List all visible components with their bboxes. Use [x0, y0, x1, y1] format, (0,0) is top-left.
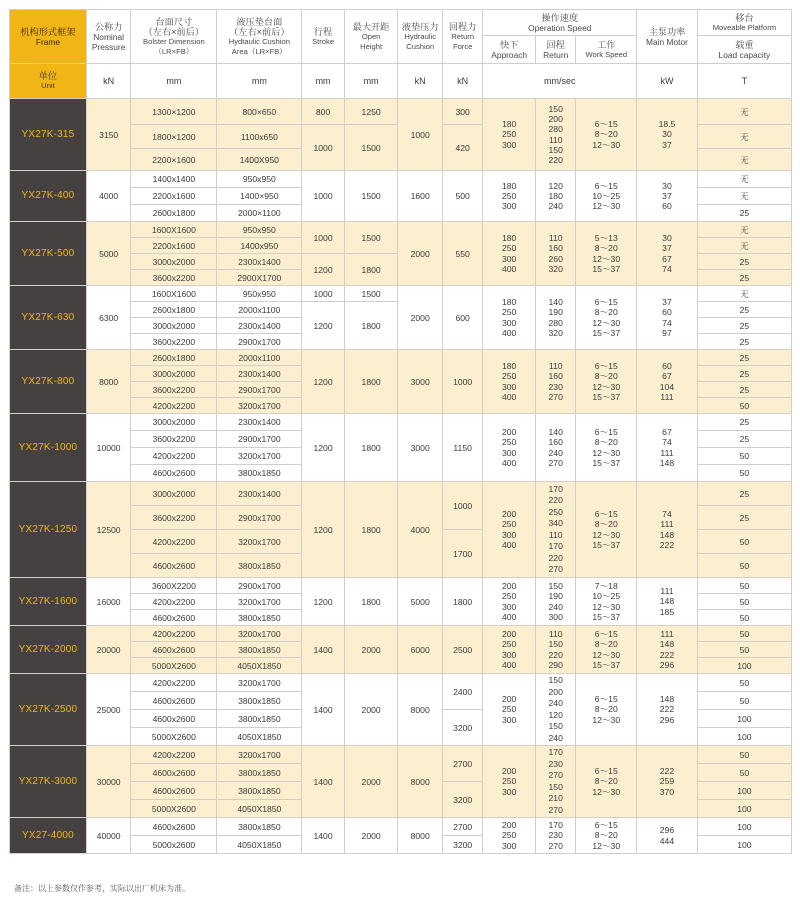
bolster-cell: 3000x2000 — [131, 482, 217, 506]
bolster-cell: 3000x2000 — [131, 318, 217, 334]
motor-cell: 111 148 222 296 — [637, 626, 698, 674]
cushion-cell: 3800x1850 — [217, 642, 302, 658]
cushion-cell: 2900x1700 — [217, 334, 302, 350]
unit-cell: mm — [302, 64, 344, 99]
stroke-cell: 1400 — [302, 626, 344, 674]
load-cell: 50 — [697, 554, 791, 578]
hydraulic-cell: 8000 — [398, 818, 443, 854]
main-motor-header: 主泵功率 Main Motor — [637, 10, 698, 64]
approach-cell: 200 250 300 — [483, 674, 536, 746]
open-height-cell: 1500 — [344, 171, 398, 222]
motor-cell: 67 74 111 148 — [637, 414, 698, 482]
hydraulic-cell: 1000 — [398, 99, 443, 171]
return-speed-cell: 110 150 220 290 — [535, 626, 575, 674]
approach-cell: 180 250 300 400 — [483, 222, 536, 286]
pressure-cell: 8000 — [86, 350, 131, 414]
load-cell: 无 — [697, 99, 791, 125]
open-height-cell: 2000 — [344, 674, 398, 746]
cushion-cell: 950x950 — [217, 222, 302, 238]
bolster-cell: 4200x2200 — [131, 594, 217, 610]
stroke-cell: 1400 — [302, 746, 344, 818]
return-force-cell: 2700 — [442, 818, 482, 836]
return-speed-cell: 150 190 240 300 — [535, 578, 575, 626]
table-row — [10, 578, 792, 594]
cushion-cell: 3800x1850 — [217, 782, 302, 800]
stroke-cell: 1400 — [302, 818, 344, 854]
model-name: YX27K-2500 — [10, 674, 87, 746]
unit-cell: kN — [398, 64, 443, 99]
return-force-cell: 2700 — [442, 746, 482, 782]
return-force-cell: 1000 — [442, 350, 482, 414]
load-cell: 25 — [697, 254, 791, 270]
pressure-cell: 6300 — [86, 286, 131, 350]
load-cell: 无 — [697, 188, 791, 205]
load-cell: 25 — [697, 414, 791, 431]
cushion-cell: 2300x1400 — [217, 318, 302, 334]
return-force-cell: 420 — [442, 125, 482, 171]
unit-row — [10, 64, 792, 99]
table-row — [10, 350, 792, 366]
load-cell: 50 — [697, 626, 791, 642]
bolster-cell: 5000X2600 — [131, 728, 217, 746]
pressure-cell: 40000 — [86, 818, 131, 854]
stroke-cell: 1000 — [302, 222, 344, 254]
bolster-cell: 1400x1400 — [131, 171, 217, 188]
load-cell: 25 — [697, 431, 791, 448]
open-height-cell: 1500 — [344, 222, 398, 254]
cushion-cell: 1400x950 — [217, 238, 302, 254]
bolster-cell: 1300×1200 — [131, 99, 217, 125]
stroke-header: 行程 Stroke — [302, 10, 344, 64]
work-speed-cell: 6～15 8～20 12～30 15～37 — [576, 482, 637, 578]
load-cell: 50 — [697, 465, 791, 482]
cushion-cell: 2300x1400 — [217, 254, 302, 270]
bolster-cell: 2200×1600 — [131, 149, 217, 171]
work-speed-cell: 6～15 8～20 12～30 — [576, 818, 637, 854]
open-height-cell: 1800 — [344, 350, 398, 414]
cushion-cell: 2000x1100 — [217, 350, 302, 366]
operation-speed-header: 操作速度 Operation Speed — [483, 10, 637, 36]
cushion-cell: 2300x1400 — [217, 366, 302, 382]
return-force-cell: 3200 — [442, 836, 482, 854]
return-speed-cell: 170 230 270 150 210 270 — [535, 746, 575, 818]
load-cell: 50 — [697, 674, 791, 692]
return-force-cell: 2500 — [442, 626, 482, 674]
unit-cell: T — [697, 64, 791, 99]
bolster-cell: 4600x2600 — [131, 465, 217, 482]
load-cell: 25 — [697, 270, 791, 286]
load-cell: 25 — [697, 334, 791, 350]
bolster-cell: 2200x1600 — [131, 188, 217, 205]
load-cell: 50 — [697, 764, 791, 782]
cushion-cell: 4050X1850 — [217, 728, 302, 746]
spec-table — [9, 9, 792, 854]
open-height-cell: 1800 — [344, 302, 398, 350]
hydraulic-cell: 2000 — [398, 286, 443, 350]
bolster-cell: 3000x2000 — [131, 414, 217, 431]
stroke-cell: 1000 — [302, 125, 344, 171]
bolster-cell: 3000x2000 — [131, 366, 217, 382]
open-height-cell: 1800 — [344, 414, 398, 482]
pressure-cell: 16000 — [86, 578, 131, 626]
cushion-cell: 2900x1700 — [217, 506, 302, 530]
load-cell: 50 — [697, 746, 791, 764]
return-speed-cell: 150 200 240 120 150 240 — [535, 674, 575, 746]
footnote: 备注：以上参数仅作参考，实际以出厂机床为准。 — [14, 884, 190, 893]
cushion-cell: 4050X1850 — [217, 658, 302, 674]
load-cell: 50 — [697, 530, 791, 554]
bolster-cell: 5000X2600 — [131, 800, 217, 818]
cushion-cell: 800×650 — [217, 99, 302, 125]
model-name: YX27K-500 — [10, 222, 87, 286]
cushion-cell: 3200x1700 — [217, 448, 302, 465]
bolster-cell: 4600x2600 — [131, 692, 217, 710]
model-name: YX27K-1000 — [10, 414, 87, 482]
approach-cell: 180 250 300 — [483, 171, 536, 222]
return-speed-header: 回程 Return — [535, 36, 575, 64]
bolster-cell: 1600X1600 — [131, 222, 217, 238]
bolster-cell: 3000x2000 — [131, 254, 217, 270]
open-height-cell: 1500 — [344, 125, 398, 171]
open-height-cell: 1800 — [344, 482, 398, 578]
pressure-cell: 4000 — [86, 171, 131, 222]
bolster-cell: 2600x1800 — [131, 350, 217, 366]
work-speed-header: 工作 Work Speed — [576, 36, 637, 64]
model-name: YX27K-1600 — [10, 578, 87, 626]
hydraulic-cell: 6000 — [398, 626, 443, 674]
open-height-cell: 2000 — [344, 626, 398, 674]
table-row — [10, 482, 792, 506]
model-name: YX27K-400 — [10, 171, 87, 222]
bolster-cell: 3600x2200 — [131, 431, 217, 448]
stroke-cell: 1200 — [302, 414, 344, 482]
hydraulic-cell: 3000 — [398, 414, 443, 482]
motor-cell: 60 67 104 111 — [637, 350, 698, 414]
open-height-cell: 1250 — [344, 99, 398, 125]
return-speed-cell: 170 220 250 340 110 170 220 270 — [535, 482, 575, 578]
load-cell: 25 — [697, 350, 791, 366]
model-name: YX27-4000 — [10, 818, 87, 854]
pressure-cell: 25000 — [86, 674, 131, 746]
approach-cell: 180 250 300 400 — [483, 350, 536, 414]
bolster-cell: 3600x2200 — [131, 382, 217, 398]
hydraulic-cell: 8000 — [398, 746, 443, 818]
load-cell: 100 — [697, 800, 791, 818]
load-cell: 25 — [697, 302, 791, 318]
bolster-cell: 4200x2200 — [131, 674, 217, 692]
unit-cell: mm — [344, 64, 398, 99]
cushion-cell: 3800x1850 — [217, 710, 302, 728]
platform-header: 移台 Moveable Platform — [697, 10, 791, 36]
load-cell: 25 — [697, 318, 791, 334]
work-speed-cell: 7～18 10～25 12～30 15～37 — [576, 578, 637, 626]
load-cell: 100 — [697, 728, 791, 746]
frame-header: 机构形式框架 Frame — [10, 10, 87, 64]
work-speed-cell: 5～13 8～20 12～30 15～37 — [576, 222, 637, 286]
cushion-cell: 3800x1850 — [217, 692, 302, 710]
model-name: YX27K-315 — [10, 99, 87, 171]
bolster-cell: 4200x2200 — [131, 398, 217, 414]
return-speed-cell: 170 230 270 — [535, 818, 575, 854]
cushion-cell: 2300x1400 — [217, 482, 302, 506]
table-row — [10, 818, 792, 836]
motor-cell: 296 444 — [637, 818, 698, 854]
stroke-cell: 1000 — [302, 286, 344, 302]
unit-cell: kN — [86, 64, 131, 99]
cushion-cell: 2000x1100 — [217, 302, 302, 318]
bolster-cell: 3600x2200 — [131, 334, 217, 350]
model-name: YX27K-800 — [10, 350, 87, 414]
cushion-cell: 2900X1700 — [217, 270, 302, 286]
return-speed-cell: 110 160 260 320 — [535, 222, 575, 286]
bolster-cell: 3600x2200 — [131, 270, 217, 286]
table-row — [10, 746, 792, 764]
cushion-cell: 2900x1700 — [217, 431, 302, 448]
load-cell: 无 — [697, 149, 791, 171]
stroke-cell: 1000 — [302, 171, 344, 222]
work-speed-cell: 6～15 8～20 12～30 15～37 — [576, 414, 637, 482]
bolster-header: 台面尺寸 （左右×前后） Bolster Dimension （LR×FB） — [131, 10, 217, 64]
cushion-cell: 2900x1700 — [217, 382, 302, 398]
work-speed-cell: 6～15 8～20 12～30 — [576, 674, 637, 746]
pressure-cell: 30000 — [86, 746, 131, 818]
bolster-cell: 4200x2200 — [131, 746, 217, 764]
stroke-cell: 1200 — [302, 350, 344, 414]
approach-cell: 200 250 300 400 — [483, 482, 536, 578]
motor-cell: 30 37 60 — [637, 171, 698, 222]
cushion-cell: 3200x1700 — [217, 398, 302, 414]
pressure-cell: 10000 — [86, 414, 131, 482]
load-cell: 无 — [697, 222, 791, 238]
cushion-cell: 3200x1700 — [217, 746, 302, 764]
load-cell: 25 — [697, 366, 791, 382]
cushion-cell: 2300x1400 — [217, 414, 302, 431]
bolster-cell: 4600x2600 — [131, 710, 217, 728]
bolster-cell: 4600x2600 — [131, 610, 217, 626]
open-height-cell: 1800 — [344, 254, 398, 286]
table-row — [10, 222, 792, 238]
bolster-cell: 5000x2600 — [131, 836, 217, 854]
load-cell: 100 — [697, 710, 791, 728]
model-name: YX27K-3000 — [10, 746, 87, 818]
unit-cell: kN — [442, 64, 482, 99]
load-cell: 50 — [697, 642, 791, 658]
work-speed-cell: 6～15 8～20 12～30 — [576, 99, 637, 171]
cushion-cell: 3800x1850 — [217, 465, 302, 482]
return-force-cell: 600 — [442, 286, 482, 350]
return-speed-cell: 110 160 230 270 — [535, 350, 575, 414]
cushion-cell: 3800x1850 — [217, 764, 302, 782]
stroke-cell: 800 — [302, 99, 344, 125]
cushion-cell: 4050X1850 — [217, 836, 302, 854]
load-cell: 50 — [697, 578, 791, 594]
bolster-cell: 4600x2600 — [131, 764, 217, 782]
return-speed-cell: 140 190 280 320 — [535, 286, 575, 350]
work-speed-cell: 6～15 10～25 12～30 — [576, 171, 637, 222]
return-force-cell: 2400 — [442, 674, 482, 710]
bolster-cell: 2200x1600 — [131, 238, 217, 254]
return-force-cell: 1700 — [442, 530, 482, 578]
table-row — [10, 414, 792, 431]
bolster-cell: 4600x2600 — [131, 554, 217, 578]
return-force-cell: 1150 — [442, 414, 482, 482]
bolster-cell: 4600x2600 — [131, 782, 217, 800]
return-force-cell: 1800 — [442, 578, 482, 626]
load-cell: 100 — [697, 782, 791, 800]
load-cell: 100 — [697, 658, 791, 674]
bolster-cell: 4200x2200 — [131, 626, 217, 642]
bolster-cell: 1600X1600 — [131, 286, 217, 302]
bolster-cell: 1800×1200 — [131, 125, 217, 149]
bolster-cell: 3600x2200 — [131, 506, 217, 530]
pressure-cell: 5000 — [86, 222, 131, 286]
load-cell: 25 — [697, 506, 791, 530]
approach-header: 快下 Approach — [483, 36, 536, 64]
bolster-cell: 4200x2200 — [131, 448, 217, 465]
motor-cell: 222 259 370 — [637, 746, 698, 818]
pressure-cell: 12500 — [86, 482, 131, 578]
stroke-cell: 1200 — [302, 578, 344, 626]
return-force-cell: 500 — [442, 171, 482, 222]
cushion-cell: 3200x1700 — [217, 594, 302, 610]
cushion-cell: 3800x1850 — [217, 610, 302, 626]
return-speed-cell: 140 160 240 270 — [535, 414, 575, 482]
open-height-header: 最大开距 Open Height — [344, 10, 398, 64]
motor-cell: 111 148 185 — [637, 578, 698, 626]
load-cell: 无 — [697, 171, 791, 188]
hydraulic-cell: 3000 — [398, 350, 443, 414]
return-force-cell: 300 — [442, 99, 482, 125]
load-cell: 无 — [697, 286, 791, 302]
return-force-cell: 3200 — [442, 710, 482, 746]
bolster-cell: 4200x2200 — [131, 530, 217, 554]
motor-cell: 30 37 67 74 — [637, 222, 698, 286]
work-speed-cell: 6～15 8～20 12～30 — [576, 746, 637, 818]
cushion-cell: 1100x650 — [217, 125, 302, 149]
cushion-cell: 1400×950 — [217, 188, 302, 205]
load-cell: 100 — [697, 818, 791, 836]
hydraulic-cell: 8000 — [398, 674, 443, 746]
bolster-cell: 4600x2600 — [131, 818, 217, 836]
approach-cell: 200 250 300 — [483, 746, 536, 818]
cushion-cell: 2000×1100 — [217, 205, 302, 222]
open-height-cell: 1500 — [344, 286, 398, 302]
motor-cell: 74 111 148 222 — [637, 482, 698, 578]
return-force-cell: 3200 — [442, 782, 482, 818]
load-cell: 50 — [697, 448, 791, 465]
stroke-cell: 1200 — [302, 482, 344, 578]
load-cell: 50 — [697, 594, 791, 610]
unit-label: 单位 Unit — [10, 64, 87, 99]
bolster-cell: 2600x1800 — [131, 205, 217, 222]
hydraulic-cushion-header: 液垫压力 Hydraulic Cushion — [398, 10, 443, 64]
table-row — [10, 99, 792, 125]
approach-cell: 180 250 300 400 — [483, 286, 536, 350]
motor-cell: 148 222 296 — [637, 674, 698, 746]
cushion-cell: 950x950 — [217, 171, 302, 188]
cushion-cell: 3200x1700 — [217, 530, 302, 554]
hydraulic-cell: 2000 — [398, 222, 443, 286]
table-row — [10, 626, 792, 642]
load-capacity-header: 载重 Load capacity — [697, 36, 791, 64]
approach-cell: 200 250 300 — [483, 818, 536, 854]
open-height-cell: 2000 — [344, 818, 398, 854]
stroke-cell: 1200 — [302, 302, 344, 350]
cushion-cell: 950x950 — [217, 286, 302, 302]
load-cell: 50 — [697, 610, 791, 626]
return-speed-cell: 150 200 280 110 150 220 — [535, 99, 575, 171]
cushion-cell: 2900x1700 — [217, 578, 302, 594]
cushion-cell: 3800x1850 — [217, 818, 302, 836]
return-force-header: 回程力 Return Force — [442, 10, 482, 64]
motor-cell: 18.5 30 37 — [637, 99, 698, 171]
load-cell: 50 — [697, 398, 791, 414]
table-row — [10, 171, 792, 188]
stroke-cell: 1400 — [302, 674, 344, 746]
load-cell: 无 — [697, 238, 791, 254]
cushion-cell: 1400X950 — [217, 149, 302, 171]
open-height-cell: 1800 — [344, 578, 398, 626]
stroke-cell: 1200 — [302, 254, 344, 286]
motor-cell: 37 60 74 97 — [637, 286, 698, 350]
bolster-cell: 4600x2600 — [131, 642, 217, 658]
cushion-cell: 3200x1700 — [217, 626, 302, 642]
hydraulic-cell: 5000 — [398, 578, 443, 626]
pressure-cell: 20000 — [86, 626, 131, 674]
work-speed-cell: 6～15 8～20 12～30 15～37 — [576, 626, 637, 674]
cushion-cell: 3200x1700 — [217, 674, 302, 692]
approach-cell: 200 250 300 400 — [483, 626, 536, 674]
work-speed-cell: 6～15 8～20 12～30 15～37 — [576, 350, 637, 414]
load-cell: 25 — [697, 205, 791, 222]
load-cell: 25 — [697, 382, 791, 398]
unit-cell: mm — [131, 64, 217, 99]
return-force-cell: 1000 — [442, 482, 482, 530]
unit-cell: mm — [217, 64, 302, 99]
pressure-header: 公称力 Nominal Pressure — [86, 10, 131, 64]
return-speed-cell: 120 180 240 — [535, 171, 575, 222]
hydraulic-cell: 4000 — [398, 482, 443, 578]
bolster-cell: 5000X2600 — [131, 658, 217, 674]
load-cell: 25 — [697, 482, 791, 506]
cushion-header: 液压垫台面 （左右×前后） Hydtaulic Cushion Area（LR×FB） — [217, 10, 302, 64]
pressure-cell: 3150 — [86, 99, 131, 171]
bolster-cell: 2600x1800 — [131, 302, 217, 318]
cushion-cell: 3800x1850 — [217, 554, 302, 578]
unit-cell: mm/sec — [483, 64, 637, 99]
table-row — [10, 674, 792, 692]
open-height-cell: 2000 — [344, 746, 398, 818]
bolster-cell: 3600X2200 — [131, 578, 217, 594]
approach-cell: 180 250 300 — [483, 99, 536, 171]
approach-cell: 200 250 300 400 — [483, 578, 536, 626]
hydraulic-cell: 1600 — [398, 171, 443, 222]
model-name: YX27K-1250 — [10, 482, 87, 578]
model-name: YX27K-2000 — [10, 626, 87, 674]
load-cell: 无 — [697, 125, 791, 149]
return-force-cell: 550 — [442, 222, 482, 286]
table-row — [10, 286, 792, 302]
cushion-cell: 4050X1850 — [217, 800, 302, 818]
load-cell: 50 — [697, 692, 791, 710]
model-name: YX27K-630 — [10, 286, 87, 350]
approach-cell: 200 250 300 400 — [483, 414, 536, 482]
load-cell: 100 — [697, 836, 791, 854]
unit-cell: kW — [637, 64, 698, 99]
work-speed-cell: 6～15 8～20 12～30 15～37 — [576, 286, 637, 350]
